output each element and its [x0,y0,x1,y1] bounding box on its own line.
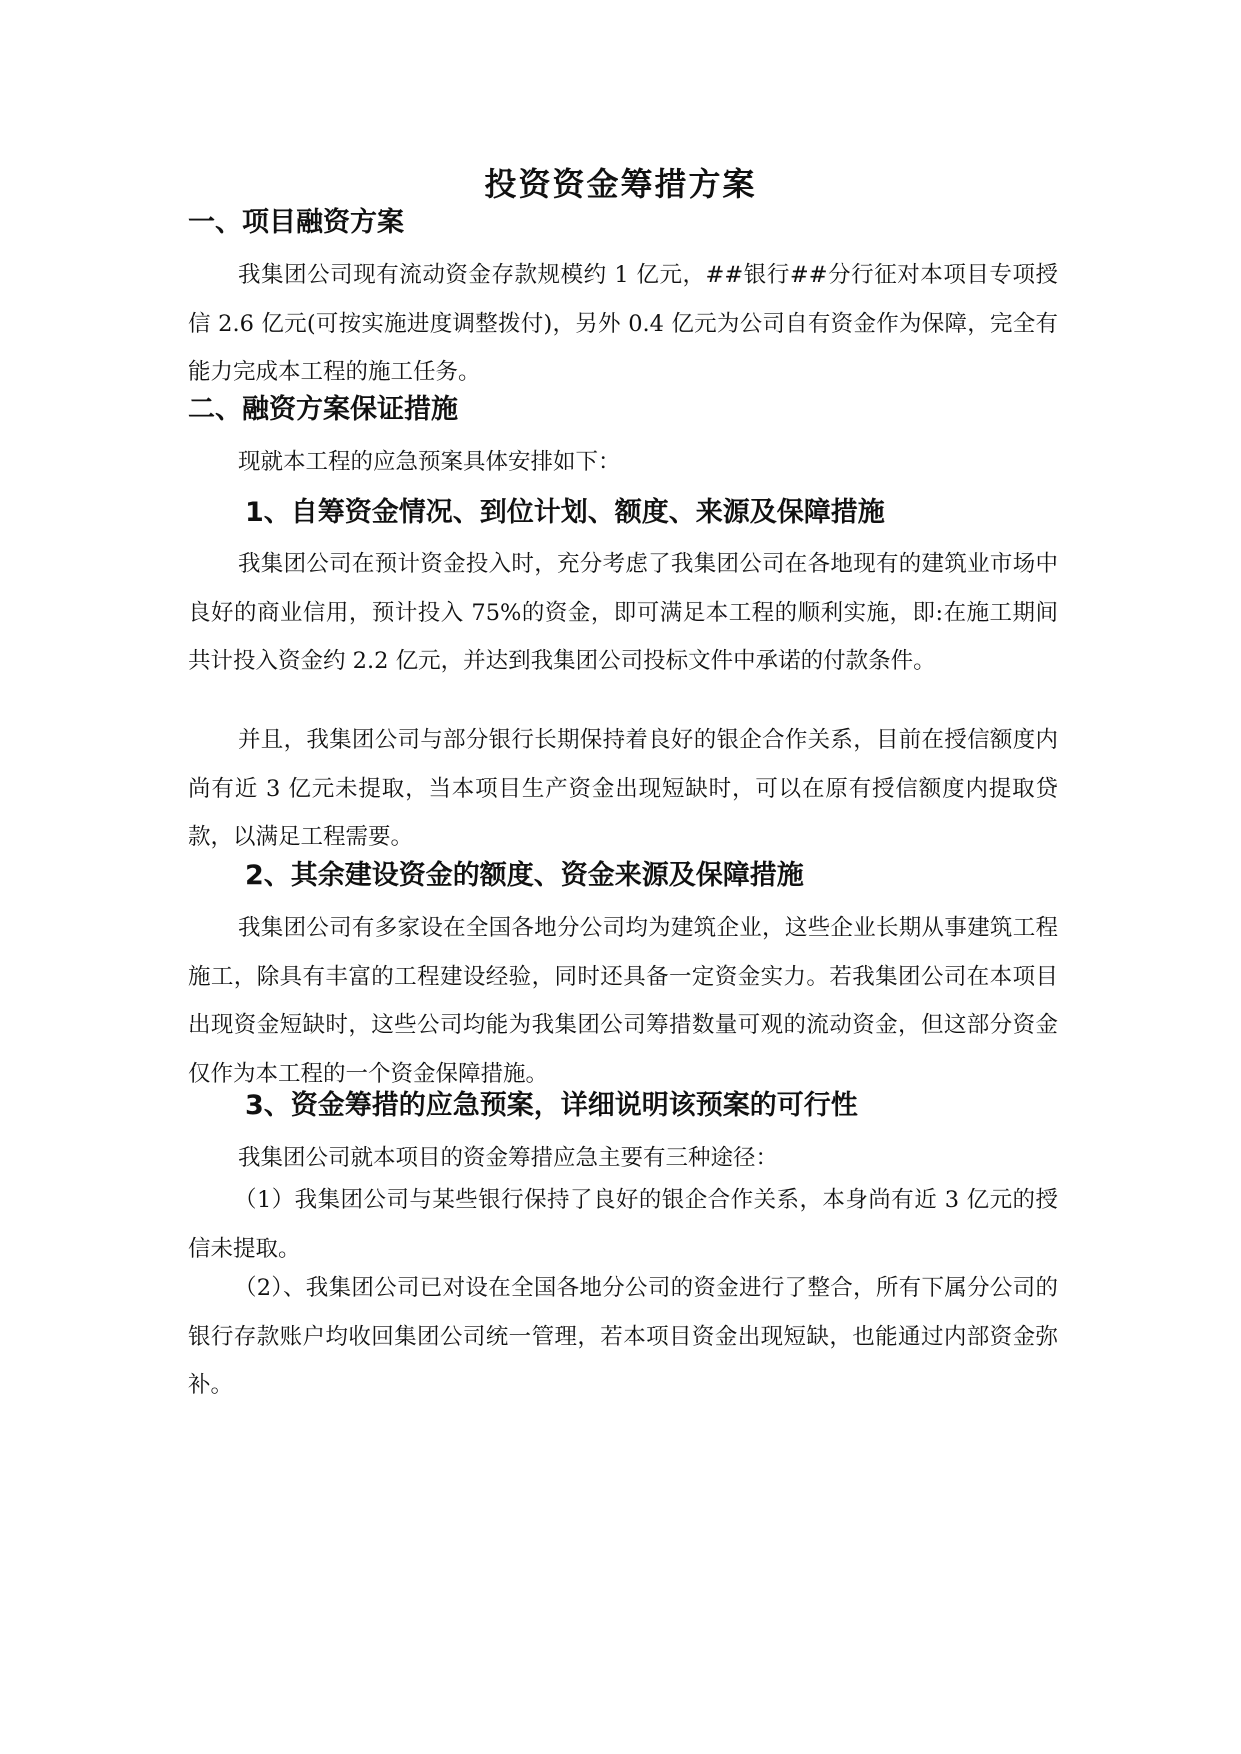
section1-paragraph: 我集团公司现有流动资金存款规模约 1 亿元，##银行##分行征对本项目专项授信 2.6 亿元(可按实施进度调整拨付)，另外 0.4 亿元为公司自有资金作为保障，完全有能力完成本工程的施工任务。 [188,262,1058,385]
section1-heading: 一、项目融资方案 [188,207,404,238]
subsection1-paragraph2: 并且，我集团公司与部分银行长期保持着良好的银企合作关系，目前在授信额度内尚有近 3 亿元未提取，当本项目生产资金出现短缺时，可以在原有授信额度内提取贷款，以满足工程需要。 [188,727,1058,850]
subsection1-paragraph1: 我集团公司在预计资金投入时，充分考虑了我集团公司在各地现有的建筑业市场中良好的商业信用，预计投入 75%的资金，即可满足本工程的顺利实施，即:在施工期间共计投入资金约 2.2 亿元，并达到我集团公司投标文件中承诺的付款条件。 [188,551,1058,674]
subsection3-item2: （2）、我集团公司已对设在全国各地分公司的资金进行了整合，所有下属分公司的银行存款账户均收回集团公司统一管理，若本项目资金出现短缺，也能通过内部资金弥补。 [188,1275,1058,1398]
subsection2-heading: 2、其余建设资金的额度、资金来源及保障措施 [245,860,804,891]
subsection3-intro: 我集团公司就本项目的资金筹措应急主要有三种途径： [238,1145,779,1171]
document-title: 投资资金筹措方案 [484,165,757,203]
section2-heading: 二、融资方案保证措施 [188,394,458,425]
subsection1-heading: 1、自筹资金情况、到位计划、额度、来源及保障措施 [245,497,885,528]
subsection3-item1: （1）我集团公司与某些银行保持了良好的银企合作关系，本身尚有近 3 亿元的授信未提取。 [188,1187,1058,1262]
subsection3-heading: 3、资金筹措的应急预案，详细说明该预案的可行性 [245,1090,858,1121]
section2-intro: 现就本工程的应急预案具体安排如下： [238,449,621,475]
subsection2-paragraph: 我集团公司有多家设在全国各地分公司均为建筑企业，这些企业长期从事建筑工程施工，除具有丰富的工程建设经验，同时还具备一定资金实力。若我集团公司在本项目出现资金短缺时，这些公司均能为我集团公司筹措数量可观的流动资金，但这部分资金仅作为本工程的一个资金保障措施。 [188,915,1058,1087]
